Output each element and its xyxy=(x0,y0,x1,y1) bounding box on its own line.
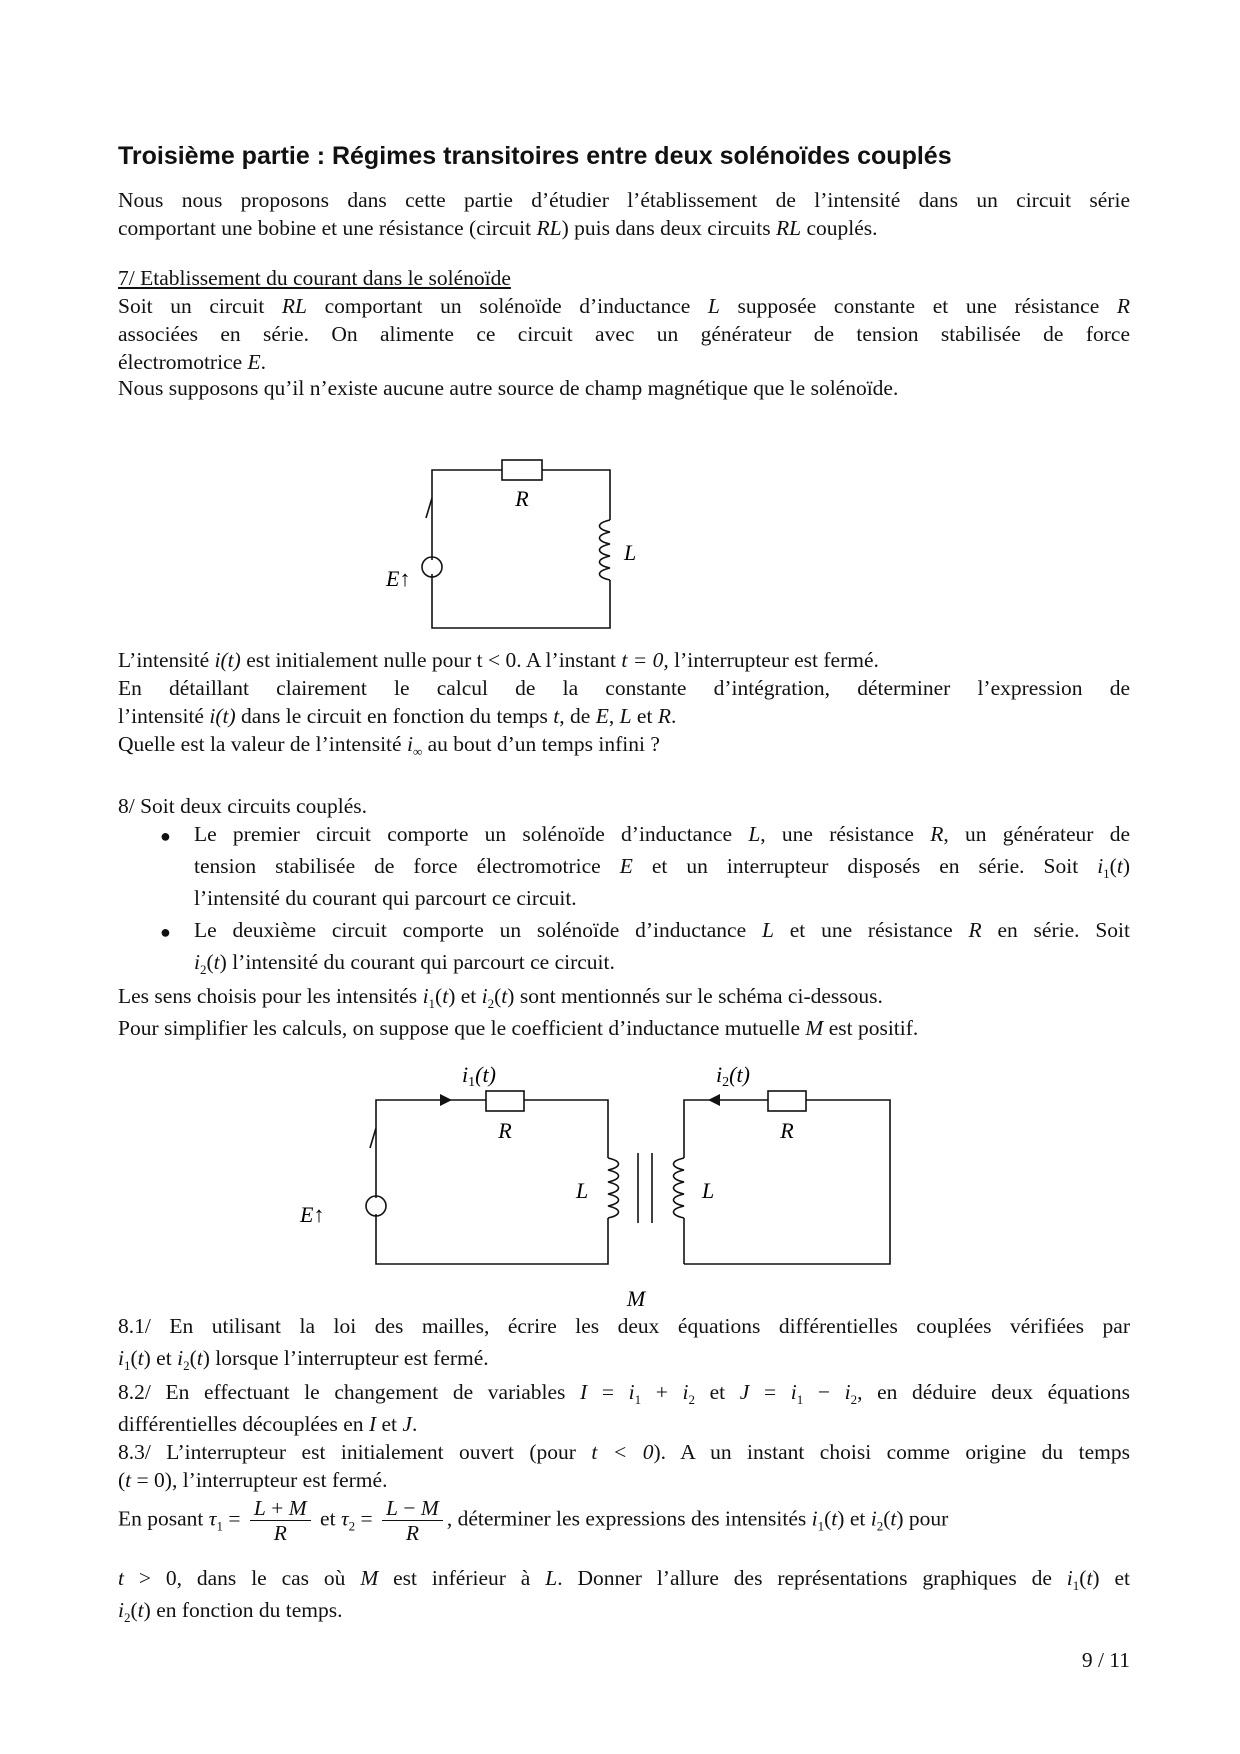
coupled-circuits-diagram xyxy=(300,1058,996,1311)
i1-label: i1(t) xyxy=(462,1062,496,1090)
q83-line-1: 8.3/ L’interrupteur est initialement ouvert (pour t < 0). A un instant choisi comme origine du temps xyxy=(118,1440,1130,1464)
q7-line-2: associées en série. On alimente ce circuit avec un générateur de tension stabilisée de force xyxy=(118,322,1130,346)
bullet-1-icon: ● xyxy=(160,826,171,846)
q7-after-4: Quelle est la valeur de l’intensité $i_\infty$ au bout d’un temps infini ? xyxy=(118,732,660,759)
q8-simplifier: Pour simplifier les calculs, on suppose que le coefficient d’inductance mutuelle M est positif. xyxy=(118,1016,919,1040)
bullet-2-icon: ● xyxy=(160,922,171,942)
bullet2-line-2: $i_2(t)$ l’intensité du courant qui parcourt ce circuit. xyxy=(194,950,615,977)
bullet2-line-1: Le deuxième circuit comporte un solénoïde d’inductance L et une résistance R en série. Soit xyxy=(194,918,1130,942)
q83-line-3: En posant $\tau_1$ = $\frac{L + M}{R}$ et $\tau_2$ = $\frac{L - M}{R}$ , déterminer les expressions des intensités $i_1(t)$ et $i_2(t)$ pour xyxy=(118,1496,949,1545)
q81-line-2: $i_1(t)$ et $i_2(t)$ lorsque l’interrupteur est fermé. xyxy=(118,1346,489,1373)
mutual-m-label: M xyxy=(626,1286,646,1311)
q83-line-4: t > 0, dans le cas où M est inférieur à L. Donner l’allure des représentations graphiques de $i_1(t)$ et xyxy=(118,1566,1130,1593)
i2-label: i2(t) xyxy=(716,1062,750,1090)
circuit1-r-label: R xyxy=(515,486,529,511)
circuit2-r2-label: R xyxy=(780,1118,794,1143)
bullet1-line-2: tension stabilisée de force électromotrice E et un interrupteur disposés en série. Soit $i_1(t)$ xyxy=(194,854,1130,881)
q8-sens: Les sens choisis pour les intensités $i_1(t)$ et $i_2(t)$ sont mentionnés sur le schéma ci-dessous. xyxy=(118,984,883,1011)
q8-heading: 8/ Soit deux circuits couplés. xyxy=(118,794,368,818)
tau1-fraction: $\frac{L + M}{R}$ xyxy=(250,1496,311,1545)
q7-line-1: Soit un circuit RL comportant un solénoïde d’inductance L supposée constante et une résistance R xyxy=(118,294,1130,318)
bullet1-line-1: Le premier circuit comporte un solénoïde d’inductance L, une résistance R, un générateur de xyxy=(194,822,1130,846)
circuit2-r1-label: R xyxy=(498,1118,512,1143)
circuit1-e-label: E↑ xyxy=(386,566,411,591)
bullet1-line-3: l’intensité du courant qui parcourt ce circuit. xyxy=(194,886,577,910)
q7-after-3: l’intensité i(t) dans le circuit en fonction du temps t, de E, L et R. xyxy=(118,704,677,728)
q82-line-1: 8.2/ En effectuant le changement de variables $I = i_1 + i_2$ et $J = i_1 - i_2$, en déduire deux équations xyxy=(118,1380,1130,1407)
rl-circuit-diagram xyxy=(386,460,652,640)
intro-line-1: Nous nous proposons dans cette partie d’étudier l’établissement de l’intensité dans un circuit série xyxy=(118,188,1130,212)
q7-line-3: électromotrice E. xyxy=(118,350,267,374)
q7-after-1: L’intensité i(t) est initialement nulle pour t < 0. A l’instant t = 0, l’interrupteur est fermé. xyxy=(118,648,879,672)
q83-line-2: (t = 0), l’interrupteur est fermé. xyxy=(118,1468,388,1492)
page-number: 9 / 11 xyxy=(1081,1648,1130,1672)
q83-line-5: $i_2(t)$ en fonction du temps. xyxy=(118,1598,343,1625)
circuit2-l2-label: L xyxy=(702,1178,715,1203)
q7-after-2: En détaillant clairement le calcul de la constante d’intégration, déterminer l’expression de xyxy=(118,676,1130,700)
q82-line-2: différentielles découplées en I et J. xyxy=(118,1412,418,1436)
intro-line-2: comportant une bobine et une résistance (circuit RL) puis dans deux circuits RL couplés. xyxy=(118,216,878,240)
circuit2-l1-label: L xyxy=(576,1178,589,1203)
section-title: Troisième partie : Régimes transitoires entre deux solénoïdes couplés xyxy=(118,142,952,170)
tau2-fraction: $\frac{L - M}{R}$ xyxy=(382,1496,443,1545)
q7-line-4: Nous supposons qu’il n’existe aucune autre source de champ magnétique que le solénoïde. xyxy=(118,376,899,400)
q81-line-1: 8.1/ En utilisant la loi des mailles, écrire les deux équations différentielles couplées vérifiées par xyxy=(118,1314,1130,1338)
circuit2-e-label: E↑ xyxy=(300,1202,325,1227)
circuit1-l-label: L xyxy=(624,540,637,565)
q7-heading: 7/ Etablissement du courant dans le solénoïde xyxy=(118,266,511,290)
